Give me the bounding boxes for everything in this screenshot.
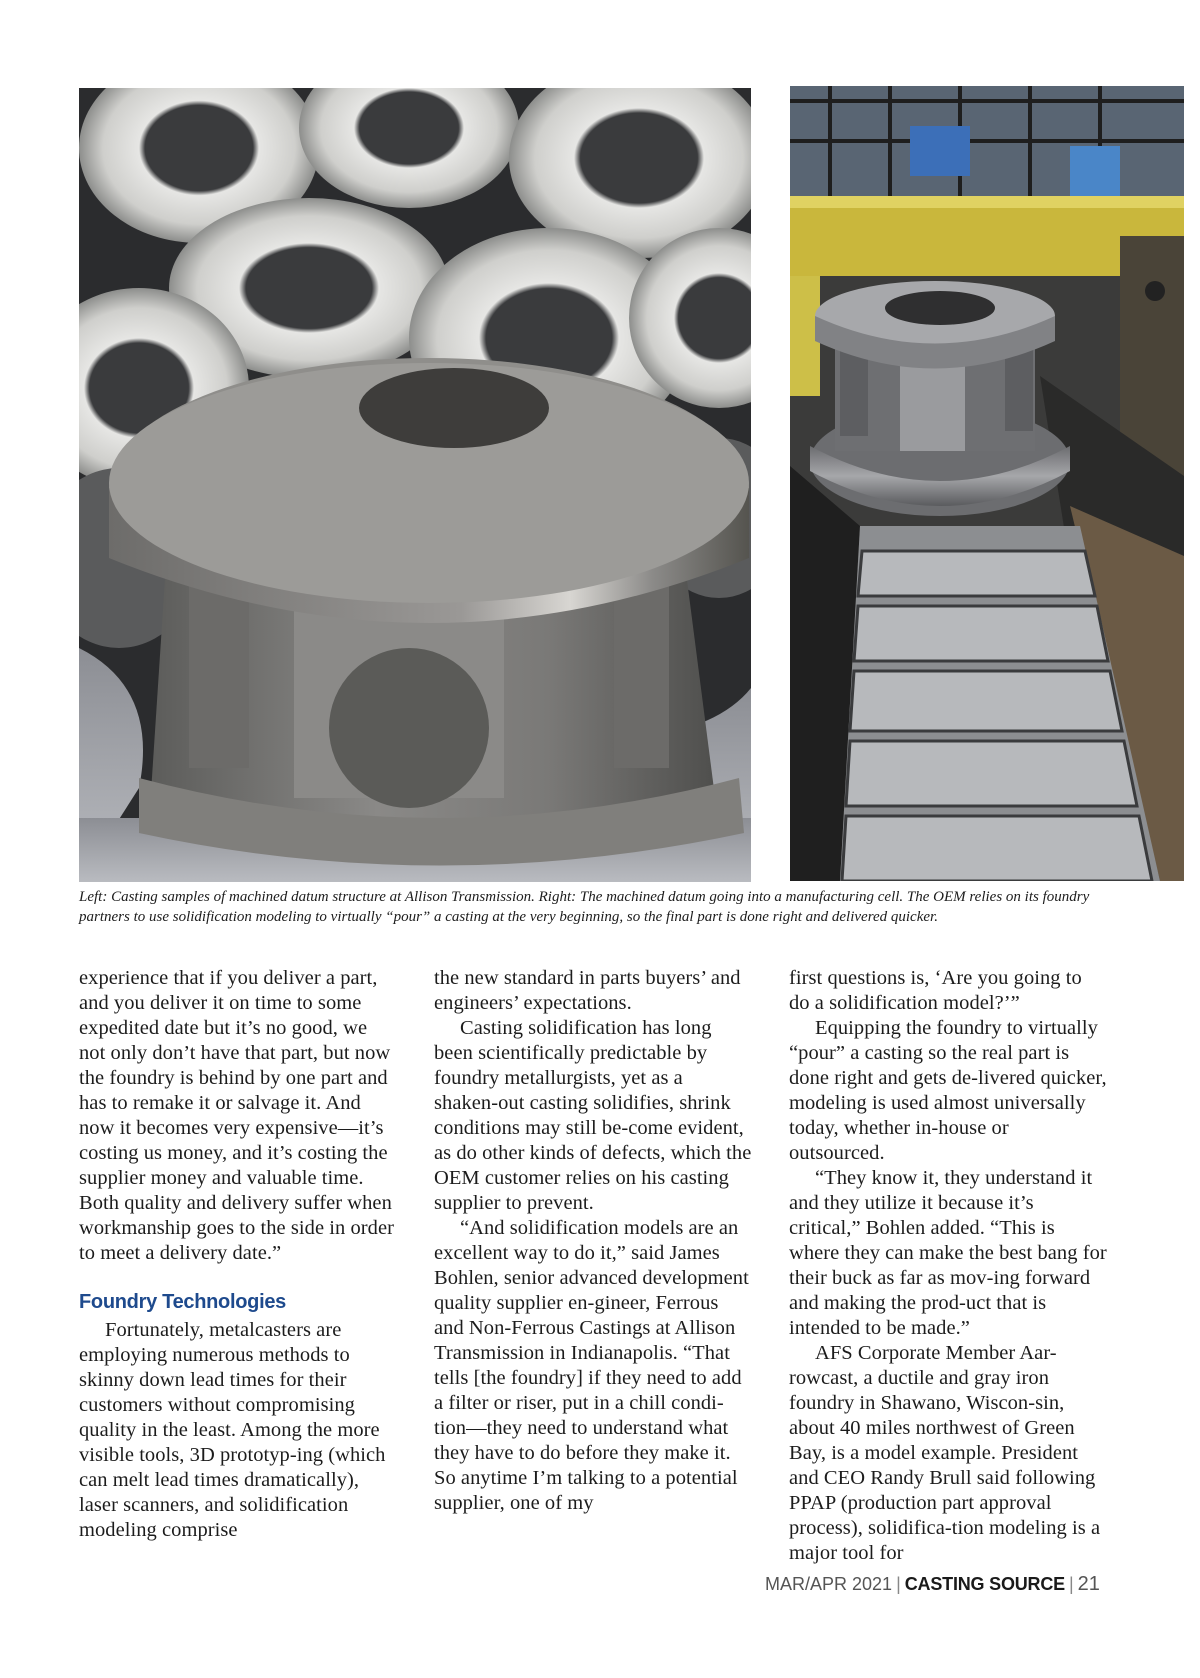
paragraph: first questions is, ‘Are you going to do a solidification model?’” (789, 967, 1082, 1014)
footer-separator: | (1068, 1574, 1074, 1594)
page-footer (765, 1573, 1105, 1596)
paragraph: Equipping the foundry to virtually “pour” a casting so the real part is done right and gets de-livered quicker, modeling is used almost universally today, whether in-house or outsourced. (789, 1017, 1107, 1164)
paragraph: AFS Corporate Member Aar-rowcast, a ductile and gray iron foundry in Shawano, Wiscon-sin, about 40 miles northwest of Green Bay, is a model example. President and CEO Randy Brull said following PPAP (production part approval process), solidifica-tion modeling is a major tool for (789, 1342, 1101, 1564)
page-number: 21 (1077, 1573, 1100, 1595)
manufacturing-cell-photo (790, 86, 1184, 881)
paragraph: Fortunately, metalcasters are employing numerous methods to skinny down lead times for their customers without compromising quality in the least. Among the more visible tools, 3D prototyp-ing (which can melt lead times dramatically), laser scanners, and solidification modeling comprise (79, 1319, 386, 1541)
casting-samples-photo (79, 88, 751, 882)
paragraph: the new standard in parts buyers’ and engineers’ expectations. (434, 967, 741, 1014)
article-column-2 (434, 966, 752, 1516)
paragraph: Casting solidification has long been scientifically predictable by foundry metallurgists, yet as a shaken-out casting solidifies, shrink conditions may still be-come evident, as do other kinds of defects, which the OEM customer relies on his casting supplier to prevent. (434, 1017, 752, 1214)
issue-date: MAR/APR 2021 (765, 1574, 893, 1594)
photo-caption: Left: Casting samples of machined datum structure at Allison Transmission. Right: The machined datum going into a manufacturing cell. The OEM relies on its foundry partners to use solidification modeling to virtually “pour” a casting at the very beginning, so the final part is done right and delivered quicker. (79, 889, 1090, 925)
paragraph: “And solidification models are an excellent way to do it,” said James Bohlen, senior advanced development quality supplier en-gineer, Ferrous and Non-Ferrous Castings at Allison Transmission in Indianapolis. “That tells [the foundry] if they need to add a filter or riser, put in a chill condi-tion—they need to understand what they have to do before they make it. So anytime I’m talking to a potential supplier, one of my (434, 1217, 749, 1514)
publication-name: CASTING SOURCE (904, 1574, 1065, 1594)
paragraph: “They know it, they understand it and they utilize it because it’s critical,” Bohlen added. “This is where they can make the best bang for their buck as far as mov-ing forward and making the prod-uct that is intended to be made.” (789, 1167, 1107, 1339)
section-heading: Foundry Technologies (79, 1291, 286, 1313)
article-column-3 (789, 966, 1107, 1566)
footer-separator: | (896, 1574, 901, 1594)
article-column-1 (79, 966, 397, 1543)
paragraph: experience that if you deliver a part, and you deliver it on time to some expedited date but it’s no good, we not only don’t have that part, but now the foundry is behind by one part and has to remake it or salvage it. And now it becomes very expensive—it’s costing us money, and it’s costing the supplier money and valuable time. Both quality and delivery suffer when workmanship goes to the side in order to meet a delivery date.” (79, 967, 394, 1264)
